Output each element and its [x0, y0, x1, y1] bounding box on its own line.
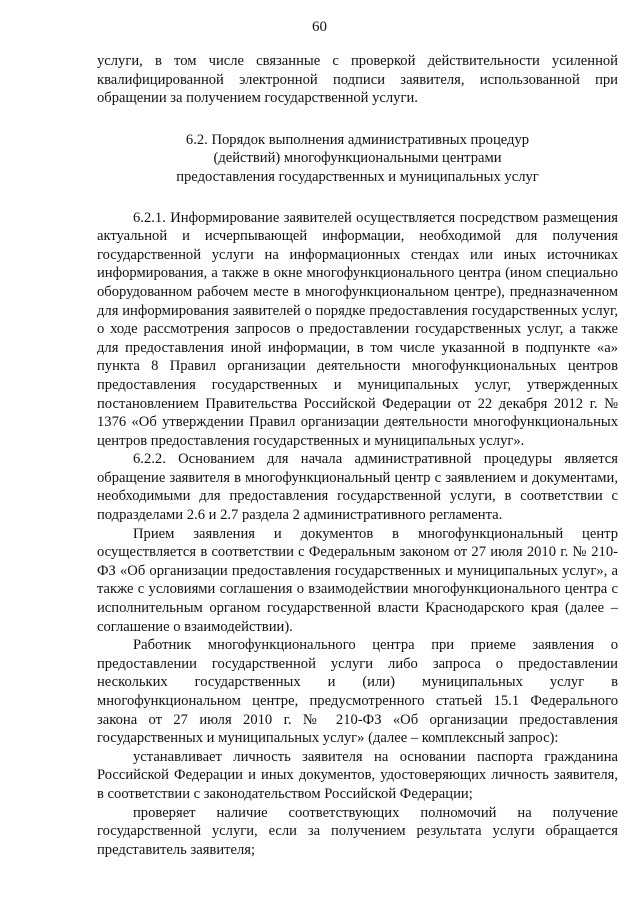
section-heading-line-1: 6.2. Порядок выполнения административных процедур [185, 131, 530, 148]
paragraph-6-2-1: 6.2.1. Информирование заявителей осуществляется посредством размещения актуальной и исчерпывающей информации, необходимой для получения государственной услуги на информационных стендах или иных источниках информирования, а также в окне многофункционального центра (ином специально оборудованном рабочем месте в многофункциональном центре), предназначенном для информирования заявителей о порядке предоставления государственных услуг, о ходе рассмотрения запросов о предоставлении государственных услуг, а также для предоставления иной информации, в том числе указанной в подпункте «а» пункта 8 Правил организации деятельности многофункциональных центров предоставления государственных и муниципальных услуг, утвержденных постановлением Правительства Российской Федерации от 22 декабря 2012 г. № 1376 «Об утверждении Правил организации деятельности многофункциональных центров предоставления государственных и муниципальных услуг». [97, 209, 618, 449]
paragraph-identity-check: устанавливает личность заявителя на основании паспорта гражданина Российской Федерации и иных документов, удостоверяющих личность заявителя, в соответствии с законодательством Российской Федерации; [97, 748, 618, 802]
document-body [97, 52, 618, 859]
paragraph-authority-check: проверяет наличие соответствующих полномочий на получение государственной услуги, если за получением результата услуги обращается представитель заявителя; [97, 804, 618, 858]
section-heading-line-3: предоставления государственных и муниципальных услуг [176, 168, 539, 185]
paragraph-6-2-2: 6.2.2. Основанием для начала административной процедуры является обращение заявителя в многофункциональный центр с заявлением и документами, необходимыми для предоставления государственной услуги, в соответствии с подразделами 2.6 и 2.7 раздела 2 административного регламента. [97, 451, 618, 524]
section-heading [97, 131, 618, 187]
paragraph-reception: Прием заявления и документов в многофункциональный центр осуществляется в соответствии с Федеральным законом от 27 июля 2010 г. № 210-ФЗ «Об организации предоставления государственных и муниципальных услуг», а также с условиями соглашения о взаимодействии многофункционального центра с исполнительным органом государственной власти Краснодарского края (далее – соглашение о взаимодействии). [97, 525, 618, 635]
paragraph-mfc-worker: Работник многофункционального центра при приеме заявления о предоставлении государственной услуги либо запроса о предоставлении нескольких государственных и (или) муниципальных услуг в многофункциональном центре, предусмотренного статьей 15.1 Федерального закона от 27 июля 2010 г. № 210-ФЗ «Об организации предоставления государственных и муниципальных услуг» (далее – комплексный запрос): [97, 637, 618, 747]
section-heading-line-2: (действий) многофункциональными центрами [213, 150, 502, 167]
page-number: 60 [312, 19, 327, 35]
intro-paragraph: услуги, в том числе связанные с проверкой действительности усиленной квалифицированной электронной подписи заявителя, использованной при обращении за получением государственной услуги. [97, 53, 618, 107]
